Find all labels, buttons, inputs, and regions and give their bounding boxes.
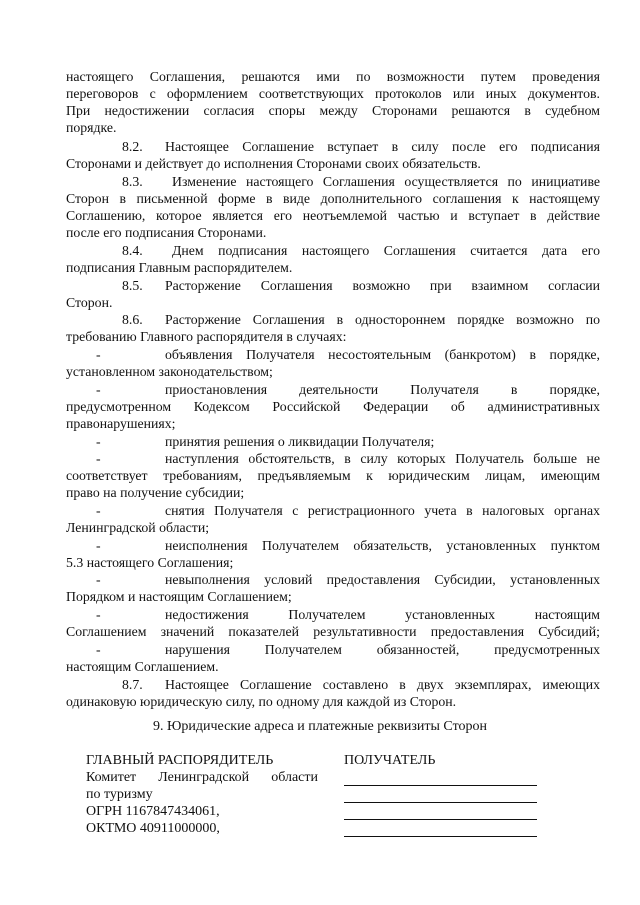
list-item-2-line-2: предусмотренном Кодексом Российской Федерации об административных: [66, 399, 600, 414]
list-item-8-line-2: Соглашением значений показателей результативности предоставления Субсидий;: [66, 624, 600, 639]
paragraph-8-6-line-1: Расторжение Соглашения в одностороннем порядке возможно по: [165, 312, 600, 327]
list-item-9-line-2: настоящим Соглашением.: [66, 659, 219, 674]
clause-number-8-3: 8.3.: [122, 174, 143, 189]
list-dash: -: [96, 572, 101, 587]
paragraph-8-7-line-2: одинаковую юридическую силу, по одному для каждой из Сторон.: [66, 694, 457, 709]
paragraph-8-3-line-4: после его подписания Сторонами.: [66, 225, 267, 240]
chief-administrator-title: ГЛАВНЫЙ РАСПОРЯДИТЕЛЬ: [86, 753, 274, 768]
paragraph-8-5-line-2: Сторон.: [66, 295, 113, 310]
list-dash: -: [96, 642, 101, 657]
clause-number-8-7: 8.7.: [122, 677, 143, 692]
paragraph-8-1-line-3: При недостижении согласия споры между Сторонами решаются в судебном: [66, 103, 600, 118]
clause-number-8-4: 8.4.: [122, 243, 143, 258]
section-9-heading: 9. Юридические адреса и платежные реквизиты Сторон: [152, 719, 487, 734]
recipient-blank-line-2: [344, 802, 537, 803]
paragraph-8-4-line-2: подписания Главным распорядителем.: [66, 260, 293, 275]
recipient-blank-line-1: [344, 785, 537, 786]
paragraph-8-3-line-3: Соглашению, которое является его неотъемлемой частью и вступает в действие: [66, 208, 600, 223]
list-item-9-line-1: нарушения Получателем обязанностей, предусмотренных: [165, 642, 600, 657]
list-item-3-line-1: принятия решения о ликвидации Получателя;: [165, 434, 435, 449]
recipient-blank-line-3: [344, 819, 537, 820]
list-dash: -: [96, 607, 101, 622]
list-dash: -: [96, 434, 101, 449]
paragraph-8-6-line-2: требованию Главного распорядителя в случаях:: [66, 329, 347, 344]
list-dash: -: [96, 451, 101, 466]
clause-number-8-2: 8.2.: [122, 139, 143, 154]
clause-number-8-6: 8.6.: [122, 312, 143, 327]
list-dash: -: [96, 347, 101, 362]
chief-administrator-ogrn: ОГРН 1167847434061,: [86, 804, 220, 819]
list-dash: -: [96, 538, 101, 553]
paragraph-8-2-line-2: Сторонами и действует до исполнения Сторонами своих обязательств.: [66, 156, 481, 171]
chief-administrator-name-line-2: по туризму: [86, 787, 153, 802]
paragraph-8-3-line-1: Изменение настоящего Соглашения осуществляется по инициативе: [172, 174, 600, 189]
list-item-4-line-1: наступления обстоятельств, в силу которых Получатель больше не: [165, 451, 600, 466]
paragraph-8-1-line-4: порядке.: [66, 120, 117, 135]
list-item-2-line-1: приостановления деятельности Получателя в порядке,: [165, 382, 600, 397]
paragraph-8-1-line-2: переговоров с оформлением соответствующих протоколов или иных документов.: [66, 86, 600, 101]
list-item-5-line-1: снятия Получателя с регистрационного учета в налоговых органах: [165, 503, 600, 518]
paragraph-8-4-line-1: Днем подписания настоящего Соглашения считается дата его: [172, 243, 600, 258]
recipient-blank-line-4: [344, 836, 537, 837]
chief-administrator-oktmo: ОКТМО 40911000000,: [86, 821, 220, 836]
paragraph-8-2-line-1: Настоящее Соглашение вступает в силу после его подписания: [165, 139, 600, 154]
list-item-7-line-1: невыполнения условий предоставления Субсидии, установленных: [165, 572, 600, 587]
list-dash: -: [96, 382, 101, 397]
list-item-5-line-2: Ленинградской области;: [66, 520, 210, 535]
chief-administrator-name-line-1: Комитет Ленинградской области: [86, 770, 318, 785]
list-item-7-line-2: Порядком и настоящим Соглашением;: [66, 589, 292, 604]
list-item-1-line-2: установленном законодательством;: [66, 364, 273, 379]
recipient-title: ПОЛУЧАТЕЛЬ: [344, 753, 436, 768]
paragraph-8-1-line-1: настоящего Соглашения, решаются ими по возможности путем проведения: [66, 69, 600, 84]
paragraph-8-3-line-2: Сторон в письменной форме в виде дополнительного соглашения к настоящему: [66, 191, 600, 206]
list-item-4-line-3: право на получение субсидии;: [66, 485, 245, 500]
list-item-2-line-3: правонарушениях;: [66, 416, 176, 431]
paragraph-8-7-line-1: Настоящее Соглашение составлено в двух экземплярах, имеющих: [165, 677, 600, 692]
paragraph-8-5-line-1: Расторжение Соглашения возможно при взаимном согласии: [165, 278, 600, 293]
list-item-6-line-2: 5.3 настоящего Соглашения;: [66, 555, 234, 570]
list-dash: -: [96, 503, 101, 518]
list-item-6-line-1: неисполнения Получателем обязательств, установленных пунктом: [165, 538, 600, 553]
list-item-4-line-2: соответствует требованиям, предъявляемым к юридическим лицам, имеющим: [66, 468, 600, 483]
list-item-8-line-1: недостижения Получателем установленных настоящим: [165, 607, 600, 622]
list-item-1-line-1: объявления Получателя несостоятельным (банкротом) в порядке,: [165, 347, 600, 362]
clause-number-8-5: 8.5.: [122, 278, 143, 293]
